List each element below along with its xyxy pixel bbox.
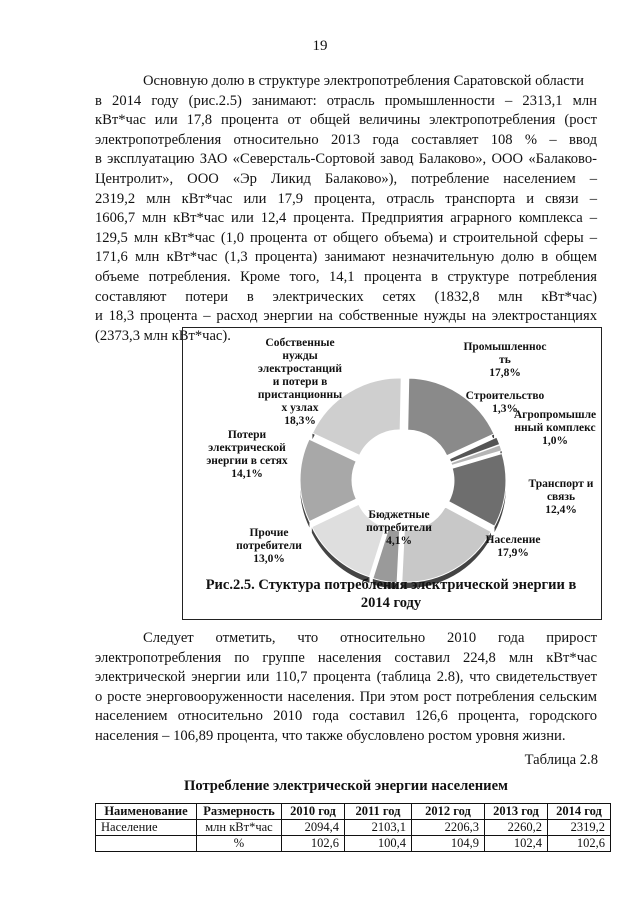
text-line: электропотребления по группе населения составил 224,8 млн кВт*час <box>95 649 597 666</box>
slice-label <box>514 409 596 447</box>
chart-caption <box>182 576 600 612</box>
table-header-row <box>96 804 611 820</box>
text-line: электрической энергии или 110,7 процента (таблица 2.8), что свидетельствует <box>95 669 597 686</box>
intro-paragraph <box>95 72 597 346</box>
table-cell: млн кВт*час <box>197 820 282 836</box>
slice-label-line: 4,1% <box>386 535 412 547</box>
text-line: населением относительно 2010 года составил 126,6 процента, городского <box>95 708 597 725</box>
slice-label-line: 1,0% <box>542 435 568 447</box>
table-row <box>96 836 611 852</box>
slice-label-line: электростанций <box>257 363 343 375</box>
table-label: Таблица 2.8 <box>524 752 598 768</box>
slice-label-line: Население <box>485 534 541 546</box>
slice-label-line: 17,9% <box>497 547 529 559</box>
text-line: (2373,3 млн кВт*час). <box>95 327 231 344</box>
page-number: 19 <box>312 38 328 54</box>
table-row <box>96 820 611 836</box>
text-line: Центролит», ООО «Эр Ликид Балаково»), потребление населением – <box>95 170 597 187</box>
slice-label-line: Строительство <box>465 390 545 402</box>
table-header-cell: 2010 год <box>282 804 345 820</box>
slice-label-line: х узлах <box>281 402 319 414</box>
table-header-cell: Наименование <box>96 804 197 820</box>
slice-label <box>486 534 541 559</box>
text-line: Основную долю в структуре электропотребления Саратовской области <box>143 73 584 89</box>
slice-label-line: потребители <box>236 540 302 552</box>
table-cell: 2260,2 <box>485 820 548 836</box>
text-line: в 2014 году (рис.2.5) занимают: отрасль промышленности – 2313,1 млн <box>95 92 597 109</box>
slice-label <box>463 341 546 379</box>
table-cell: Население <box>96 820 197 836</box>
second-paragraph <box>95 629 597 747</box>
table-cell: 102,6 <box>548 836 611 852</box>
slice-label-line: Транспорт и <box>528 478 594 490</box>
text-line: 171,6 млн кВт*час (1,3 процента) занимают незначительную долю в общем <box>95 249 597 266</box>
table-header-cell: Размерность <box>197 804 282 820</box>
text-line: составляют потери в электрических сетях (1832,8 млн кВт*час) <box>95 288 597 305</box>
slice-label-line: и потери в <box>272 376 328 388</box>
text-line: о росте энерговооруженности населения. При этом рост потребления сельским <box>95 688 597 705</box>
slice-label-line: 14,1% <box>231 468 263 480</box>
slice-label-line: Бюджетные <box>368 509 430 521</box>
slice-label-line: 17,8% <box>489 367 521 379</box>
slice-label-line: нужды <box>282 350 318 362</box>
consumption-table <box>95 803 611 852</box>
slice-label-line: Агропромышле <box>513 409 597 421</box>
text-line: 129,5 млн кВт*час (1,0 процента от общего объема) и строительной сферы – <box>95 229 597 246</box>
text-line: в эксплуатацию ЗАО «Северсталь-Сортовой завод Балаково», ООО «Балаково- <box>95 151 597 168</box>
table-cell: 2206,3 <box>412 820 485 836</box>
table-header-cell: 2014 год <box>548 804 611 820</box>
table-cell: % <box>197 836 282 852</box>
table-cell: 2094,4 <box>282 820 345 836</box>
table-cell <box>96 836 197 852</box>
table-header-cell: 2011 год <box>345 804 412 820</box>
table-cell: 102,6 <box>282 836 345 852</box>
slice-label-line: Промышленнос <box>463 341 547 353</box>
slice-label <box>236 527 302 565</box>
slice-label-line: Собственные <box>265 337 335 349</box>
text-line: Следует отметить, что относительно 2010 года прирост <box>143 630 597 646</box>
table-header-cell: 2012 год <box>412 804 485 820</box>
text-line: 2319,2 млн кВт*час или 17,9 процента, отрасль транспорта и связи – <box>95 190 597 207</box>
slice-label-line: пристанционны <box>257 389 343 401</box>
table-cell: 100,4 <box>345 836 412 852</box>
slice-label-line: электрической <box>208 442 286 454</box>
chart-caption-line: Рис.2.5. Стуктура потребления электрической энергии в <box>205 577 577 593</box>
slice-label-line: 13,0% <box>253 553 285 565</box>
text-line: объеме потребления. Кроме того, 14,1 процента в структуре потребления <box>95 268 597 285</box>
table-title: Потребление электрической энергии населением <box>184 778 508 794</box>
slice-label-line: Потери <box>227 429 267 441</box>
slice-label-line: ть <box>499 354 511 366</box>
text-line: 1606,7 млн кВт*час или 12,4 процента. Предприятия аграрного комплекса – <box>95 210 597 227</box>
slice-label-line: энергии в сетях <box>206 455 288 467</box>
text-line: электропотребления относительно 2013 года составляет 108 % – ввод <box>95 131 597 148</box>
slice-label <box>206 429 288 480</box>
slice-label-line: Прочие <box>249 527 289 539</box>
slice-label-line: 1,3% <box>492 403 518 415</box>
text-line: и 18,3 процента – расход энергии на собственные нужды на электростанциях <box>95 308 597 325</box>
slice-label-line: 12,4% <box>545 504 577 516</box>
chart-caption-line: 2014 году <box>360 595 422 611</box>
table-cell: 2103,1 <box>345 820 412 836</box>
table-cell: 2319,2 <box>548 820 611 836</box>
slice-label-line: связь <box>546 491 576 503</box>
slice-label-line: 18,3% <box>284 415 316 427</box>
slice-label-line: нный комплекс <box>514 422 596 434</box>
text-line: населения – 106,89 процента, что также обусловлено ростом уровня жизни. <box>95 727 566 744</box>
table-cell: 102,4 <box>485 836 548 852</box>
slice-label-line: потребители <box>366 522 432 534</box>
text-line: кВт*час или 17,8 процента от общей величины электропотребления (рост <box>95 112 597 129</box>
table-cell: 104,9 <box>412 836 485 852</box>
slice-label <box>529 478 594 516</box>
table-header-cell: 2013 год <box>485 804 548 820</box>
